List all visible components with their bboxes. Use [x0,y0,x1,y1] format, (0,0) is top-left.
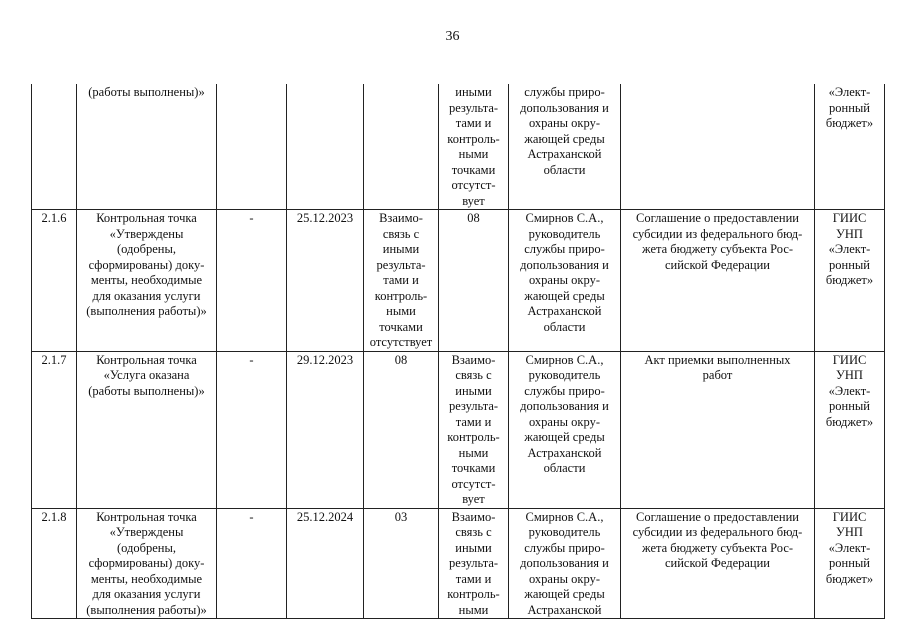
end-date-cell: 25.12.2024 [287,508,364,619]
start-date-cell: - [217,210,287,352]
next-link-cell: иными результа- тами и контроль- ными точками отсутст- вует [439,84,509,210]
next-link-cell: Взаимо- связь с иными результа- тами и контроль- ными [439,508,509,619]
row-number-cell: 2.1.7 [32,351,77,508]
previous-link-cell [364,84,439,210]
start-date-cell: - [217,351,287,508]
document-cell [621,84,815,210]
start-date-cell: - [217,508,287,619]
table-row [32,508,885,619]
table-row [32,351,885,508]
information-system-cell: ГИИС УНП «Элект- ронный бюджет» [815,210,885,352]
previous-link-cell: Взаимо- связь с иными результа- тами и контроль- ными точками отсутствует [364,210,439,352]
control-point-name-cell: Контрольная точка «Услуга оказана (работы выполнены)» [77,351,217,508]
previous-link-cell: 08 [364,351,439,508]
next-link-cell: 08 [439,210,509,352]
next-link-cell: Взаимо- связь с иными результа- тами и контроль- ными точками отсутст- вует [439,351,509,508]
end-date-cell [287,84,364,210]
information-system-cell: ГИИС УНП «Элект- ронный бюджет» [815,351,885,508]
control-points-table [31,84,885,619]
start-date-cell [217,84,287,210]
table-row [32,210,885,352]
end-date-cell: 29.12.2023 [287,351,364,508]
end-date-cell: 25.12.2023 [287,210,364,352]
control-point-name-cell: Контрольная точка «Утверждены (одобрены, сформированы) доку- менты, необходимые для оказания услуги (выполнения работы)» [77,210,217,352]
information-system-cell: ГИИС УНП «Элект- ронный бюджет» [815,508,885,619]
page-number: 36 [445,29,460,44]
row-number-cell: 2.1.6 [32,210,77,352]
information-system-cell: «Элект- ронный бюджет» [815,84,885,210]
responsible-cell: службы приро- допользования и охраны окру- жающей среды Астраханской области [509,84,621,210]
responsible-cell: Смирнов С.А., руководитель службы приро- допользования и охраны окру- жающей среды Астраханской области [509,210,621,352]
control-point-name-cell: Контрольная точка «Утверждены (одобрены, сформированы) доку- менты, необходимые для оказания услуги (выполнения работы)» [77,508,217,619]
row-number-cell [32,84,77,210]
responsible-cell: Смирнов С.А., руководитель службы приро- допользования и охраны окру- жающей среды Астраханской [509,508,621,619]
table-row [32,84,885,210]
row-number-cell: 2.1.8 [32,508,77,619]
previous-link-cell: 03 [364,508,439,619]
document-cell: Акт приемки выполненных работ [621,351,815,508]
responsible-cell: Смирнов С.А., руководитель службы приро- допользования и охраны окру- жающей среды Астраханской области [509,351,621,508]
document-cell: Соглашение о предоставлении субсидии из федерального бюд- жета бюджету субъекта Рос- сийской Федерации [621,508,815,619]
control-point-name-cell: (работы выполнены)» [77,84,217,210]
document-cell: Соглашение о предоставлении субсидии из федерального бюд- жета бюджету субъекта Рос- сийской Федерации [621,210,815,352]
